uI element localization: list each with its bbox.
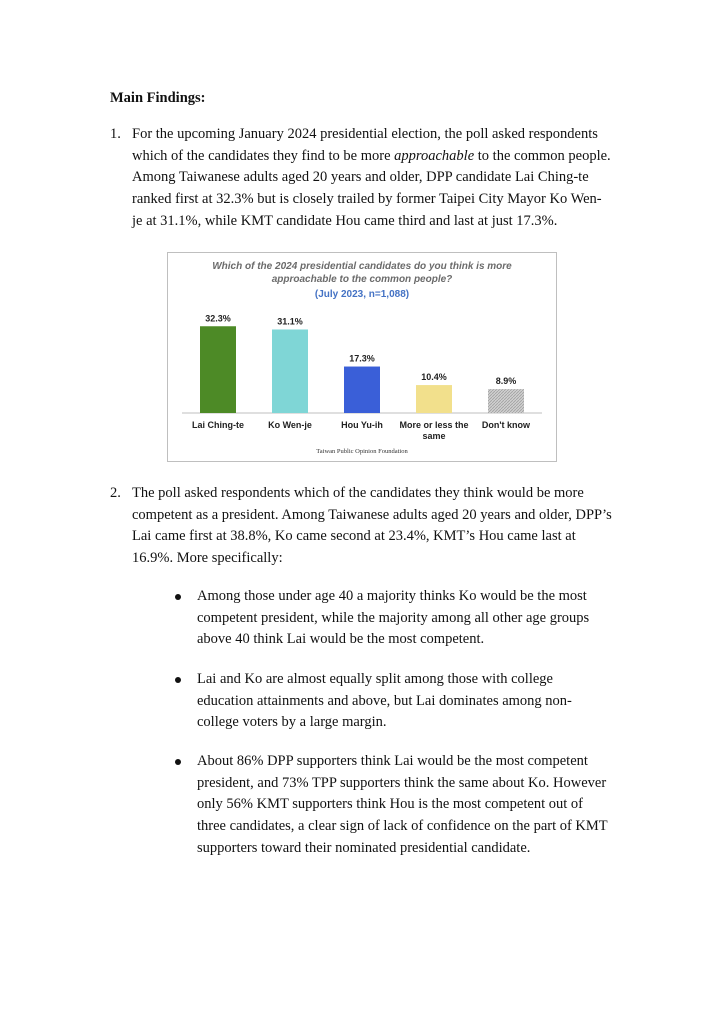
chart-title-line-1: Which of the 2024 presidential candidates do you think is more bbox=[212, 261, 512, 272]
bar-3 bbox=[416, 385, 452, 413]
category-tick-label: Don't know bbox=[481, 420, 531, 430]
bar-0 bbox=[200, 326, 236, 413]
bar-2 bbox=[344, 367, 380, 413]
finding-1-number: 1. bbox=[110, 126, 121, 142]
finding-1-line: je at 31.1%, while KMT candidate Hou came third and last at just 17.3%. bbox=[132, 212, 558, 229]
bullet-line: college voters by a large margin. bbox=[197, 714, 387, 731]
finding-1-line: Among Taiwanese adults aged 20 years and older, DPP candidate Lai Ching-te bbox=[132, 169, 589, 186]
finding-2-line: 16.9%. More specifically: bbox=[132, 550, 283, 567]
bullet-line: three candidates, a clear sign of lack of confidence on the part of KMT bbox=[197, 818, 608, 835]
bar-1 bbox=[272, 329, 308, 413]
section-heading: Main Findings: bbox=[110, 90, 206, 106]
bar-value-label: 32.3% bbox=[205, 313, 231, 324]
bullet-item-age bbox=[197, 586, 589, 651]
bar-value-label: 17.3% bbox=[349, 353, 375, 364]
bar-value-label: 8.9% bbox=[495, 376, 517, 387]
bullet-line: Lai and Ko are almost equally split among those with college bbox=[197, 671, 553, 687]
bar-value-label: 10.4% bbox=[421, 372, 447, 383]
approachability-chart bbox=[167, 252, 557, 462]
bullet-line: only 56% KMT supporters think Hou is the most competent out of bbox=[197, 796, 583, 813]
bullet-line: above 40 think Lai would be the most competent. bbox=[197, 631, 485, 648]
finding-1-text bbox=[132, 124, 611, 233]
finding-1-line: ranked first at 32.3% but is closely trailed by former Taipei City Mayor Ko Wen- bbox=[132, 191, 602, 208]
bullet-line: president, and 73% TPP supporters think the same about Ko. However bbox=[197, 774, 607, 791]
finding-2-line: Lai came first at 38.8%, Ko came second at 23.4%, KMT’s Hou came last at bbox=[132, 528, 576, 545]
bullet-line: competent president, while the majority among all other age groups bbox=[197, 609, 590, 626]
emphasis-approachable: approachable bbox=[394, 147, 475, 164]
chart-title-line-2: approachable to the common people? bbox=[271, 274, 453, 285]
chart-subtitle: (July 2023, n=1,088) bbox=[314, 289, 410, 300]
bullet-line: education attainments and above, but Lai dominates among non- bbox=[197, 692, 572, 709]
bar-chart-plot bbox=[168, 301, 556, 451]
category-tick-label: Hou Yu-ih bbox=[341, 420, 383, 430]
finding-2-number: 2. bbox=[110, 485, 121, 501]
bullet-icon bbox=[175, 677, 181, 683]
finding-2-line: The poll asked respondents which of the candidates they think would be more bbox=[132, 485, 584, 501]
finding-1-line: which of the candidates they find to be more approachable to the common people. bbox=[132, 147, 611, 164]
bullet-item-education bbox=[197, 669, 572, 734]
category-tick-label: same bbox=[422, 431, 446, 441]
bullet-icon bbox=[175, 759, 181, 765]
bar-4 bbox=[488, 389, 524, 413]
bullet-icon bbox=[175, 594, 181, 600]
bullet-line: About 86% DPP supporters think Lai would be the most competent bbox=[197, 753, 588, 769]
bullet-line: Among those under age 40 a majority thinks Ko would be the most bbox=[197, 588, 587, 604]
bar-value-label: 31.1% bbox=[277, 316, 303, 327]
category-tick-label: Lai Ching-te bbox=[192, 420, 244, 430]
finding-1-line: For the upcoming January 2024 presidential election, the poll asked respondents bbox=[132, 126, 598, 142]
bullet-line: supporters toward their nominated presidential candidate. bbox=[197, 839, 531, 856]
chart-source: Taiwan Public Opinion Foundation bbox=[316, 448, 408, 455]
finding-2-line: competent as a president. Among Taiwanese adults aged 20 years and older, DPP’s bbox=[132, 506, 612, 523]
bullet-item-supporters bbox=[197, 751, 608, 860]
finding-2-text bbox=[132, 483, 612, 570]
category-tick-label: Ko Wen-je bbox=[268, 420, 312, 430]
category-tick-label: More or less the bbox=[399, 420, 469, 430]
